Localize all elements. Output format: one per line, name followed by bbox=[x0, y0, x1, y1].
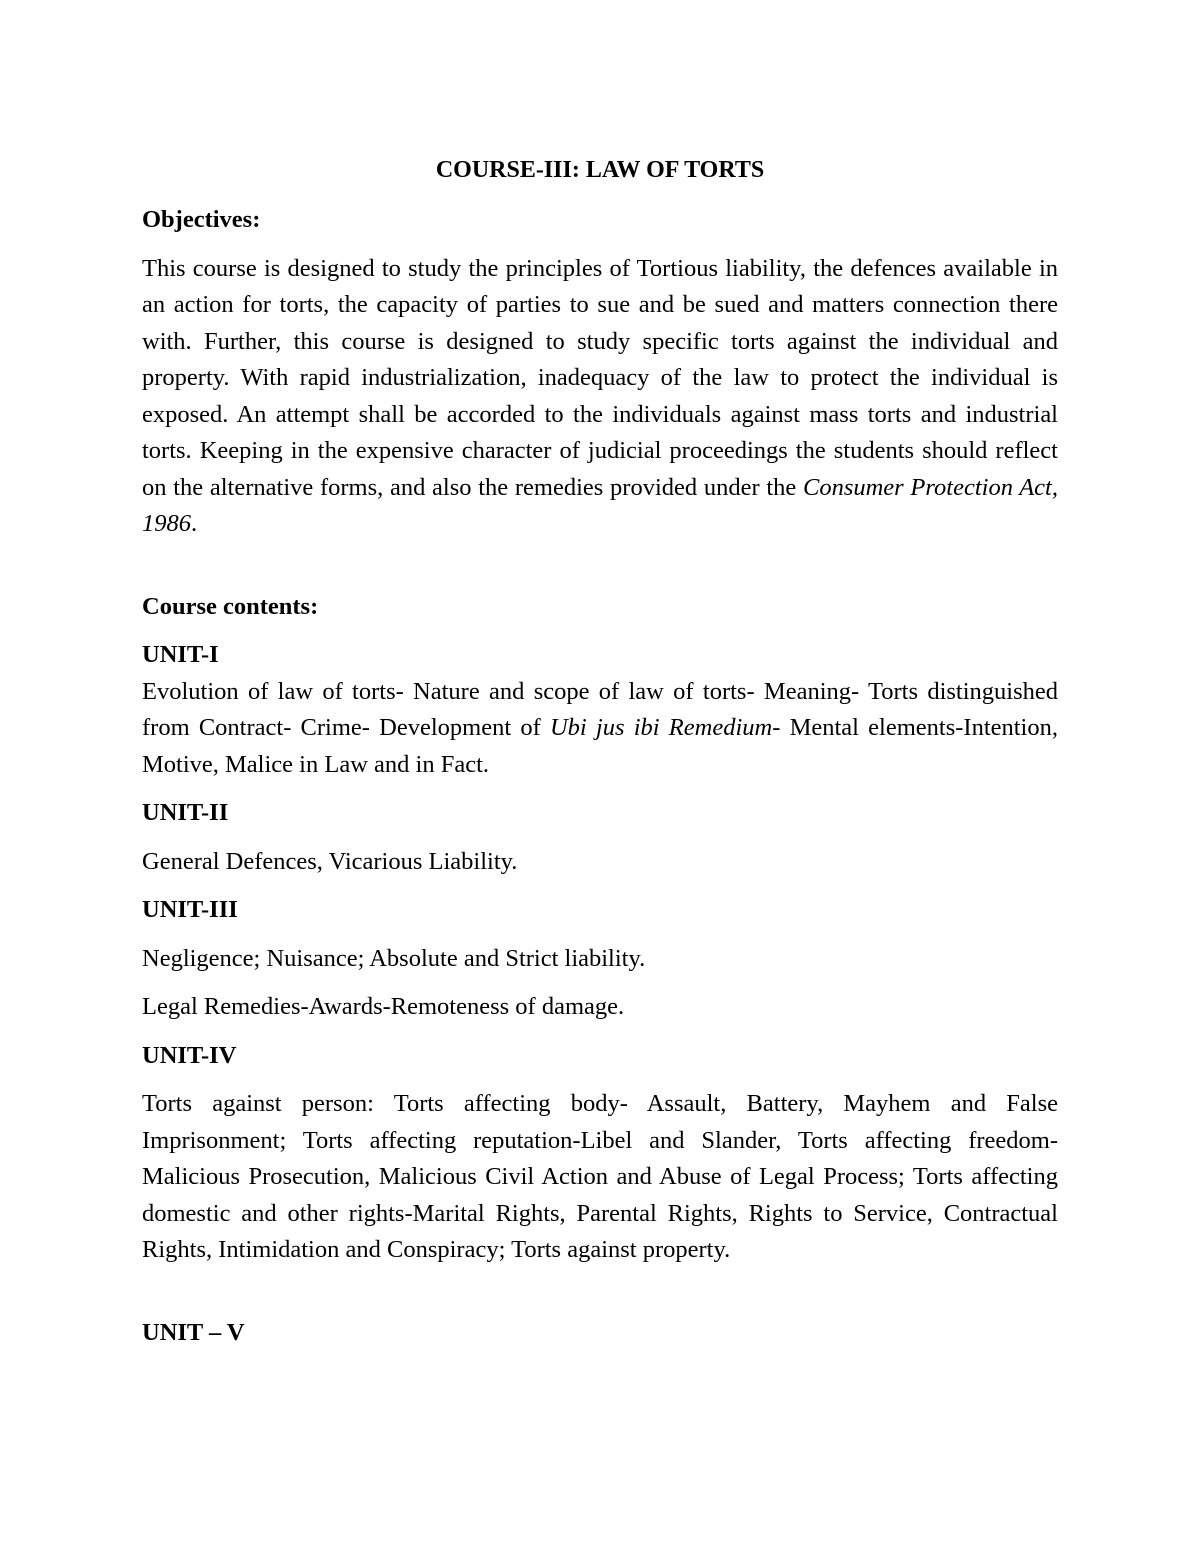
unit-4-text: Torts against person: Torts affecting body- Assault, Battery, Mayhem and False Imprisonment; Torts affecting reputation-Libel and Slander, Torts affecting freedom-Malicious Prosecution, Malicious Civil Action and Abuse of Legal Process; Torts affecting domestic and other rights-Marital Rights, Parental Rights, Rights to Service, Contractual Rights, Intimidation and Conspiracy; Torts against property. bbox=[142, 1090, 1058, 1263]
unit-1-text-a: Evolution of law of torts- Nature and scope of law of torts- Meaning- Torts distinguished from Contract- Crime- Development of bbox=[142, 677, 1058, 741]
page-title: COURSE-III: LAW OF TORTS bbox=[435, 157, 765, 183]
unit-3-text-1: Negligence; Nuisance; Absolute and Strict liability. bbox=[142, 944, 646, 972]
unit-2-text: General Defences, Vicarious Liability. bbox=[142, 847, 518, 875]
course-contents-heading: Course contents: bbox=[142, 592, 319, 620]
document-page bbox=[142, 150, 1058, 1351]
unit-3-heading: UNIT-III bbox=[142, 896, 238, 923]
objectives-end: . bbox=[191, 510, 198, 537]
unit-5-heading: UNIT – V bbox=[142, 1318, 245, 1346]
unit-4-heading: UNIT-IV bbox=[142, 1041, 237, 1069]
unit-2-heading: UNIT-II bbox=[142, 799, 229, 826]
consumer-protection-act: Consumer Protection Act, 1986 bbox=[142, 473, 1058, 537]
unit-1-heading: UNIT-I bbox=[142, 641, 219, 668]
unit-1-text-b: - Mental elements-Intention, Motive, Malice in Law and in Fact. bbox=[142, 714, 1058, 778]
unit-3-text-2: Legal Remedies-Awards-Remoteness of damage. bbox=[142, 993, 625, 1020]
unit-1-latin-phrase: Ubi jus ibi Remedium bbox=[549, 714, 773, 741]
objectives-paragraph bbox=[142, 251, 1058, 543]
objectives-text: This course is designed to study the principles of Tortious liability, the defences available in an action for torts, the capacity of parties to sue and be sued and matters connection there with. Further, this course is designed to study specific torts against the individual and property. With rapid industrialization, inadequacy of the law to protect the individual is exposed. An attempt shall be accorded to the individuals against mass torts and industrial torts. Keeping in the expensive character of judicial proceedings the students should reflect on the alternative forms, and also the remedies provided under the bbox=[142, 254, 1058, 501]
objectives-heading: Objectives: bbox=[142, 206, 261, 233]
unit-1-paragraph bbox=[142, 674, 1058, 784]
